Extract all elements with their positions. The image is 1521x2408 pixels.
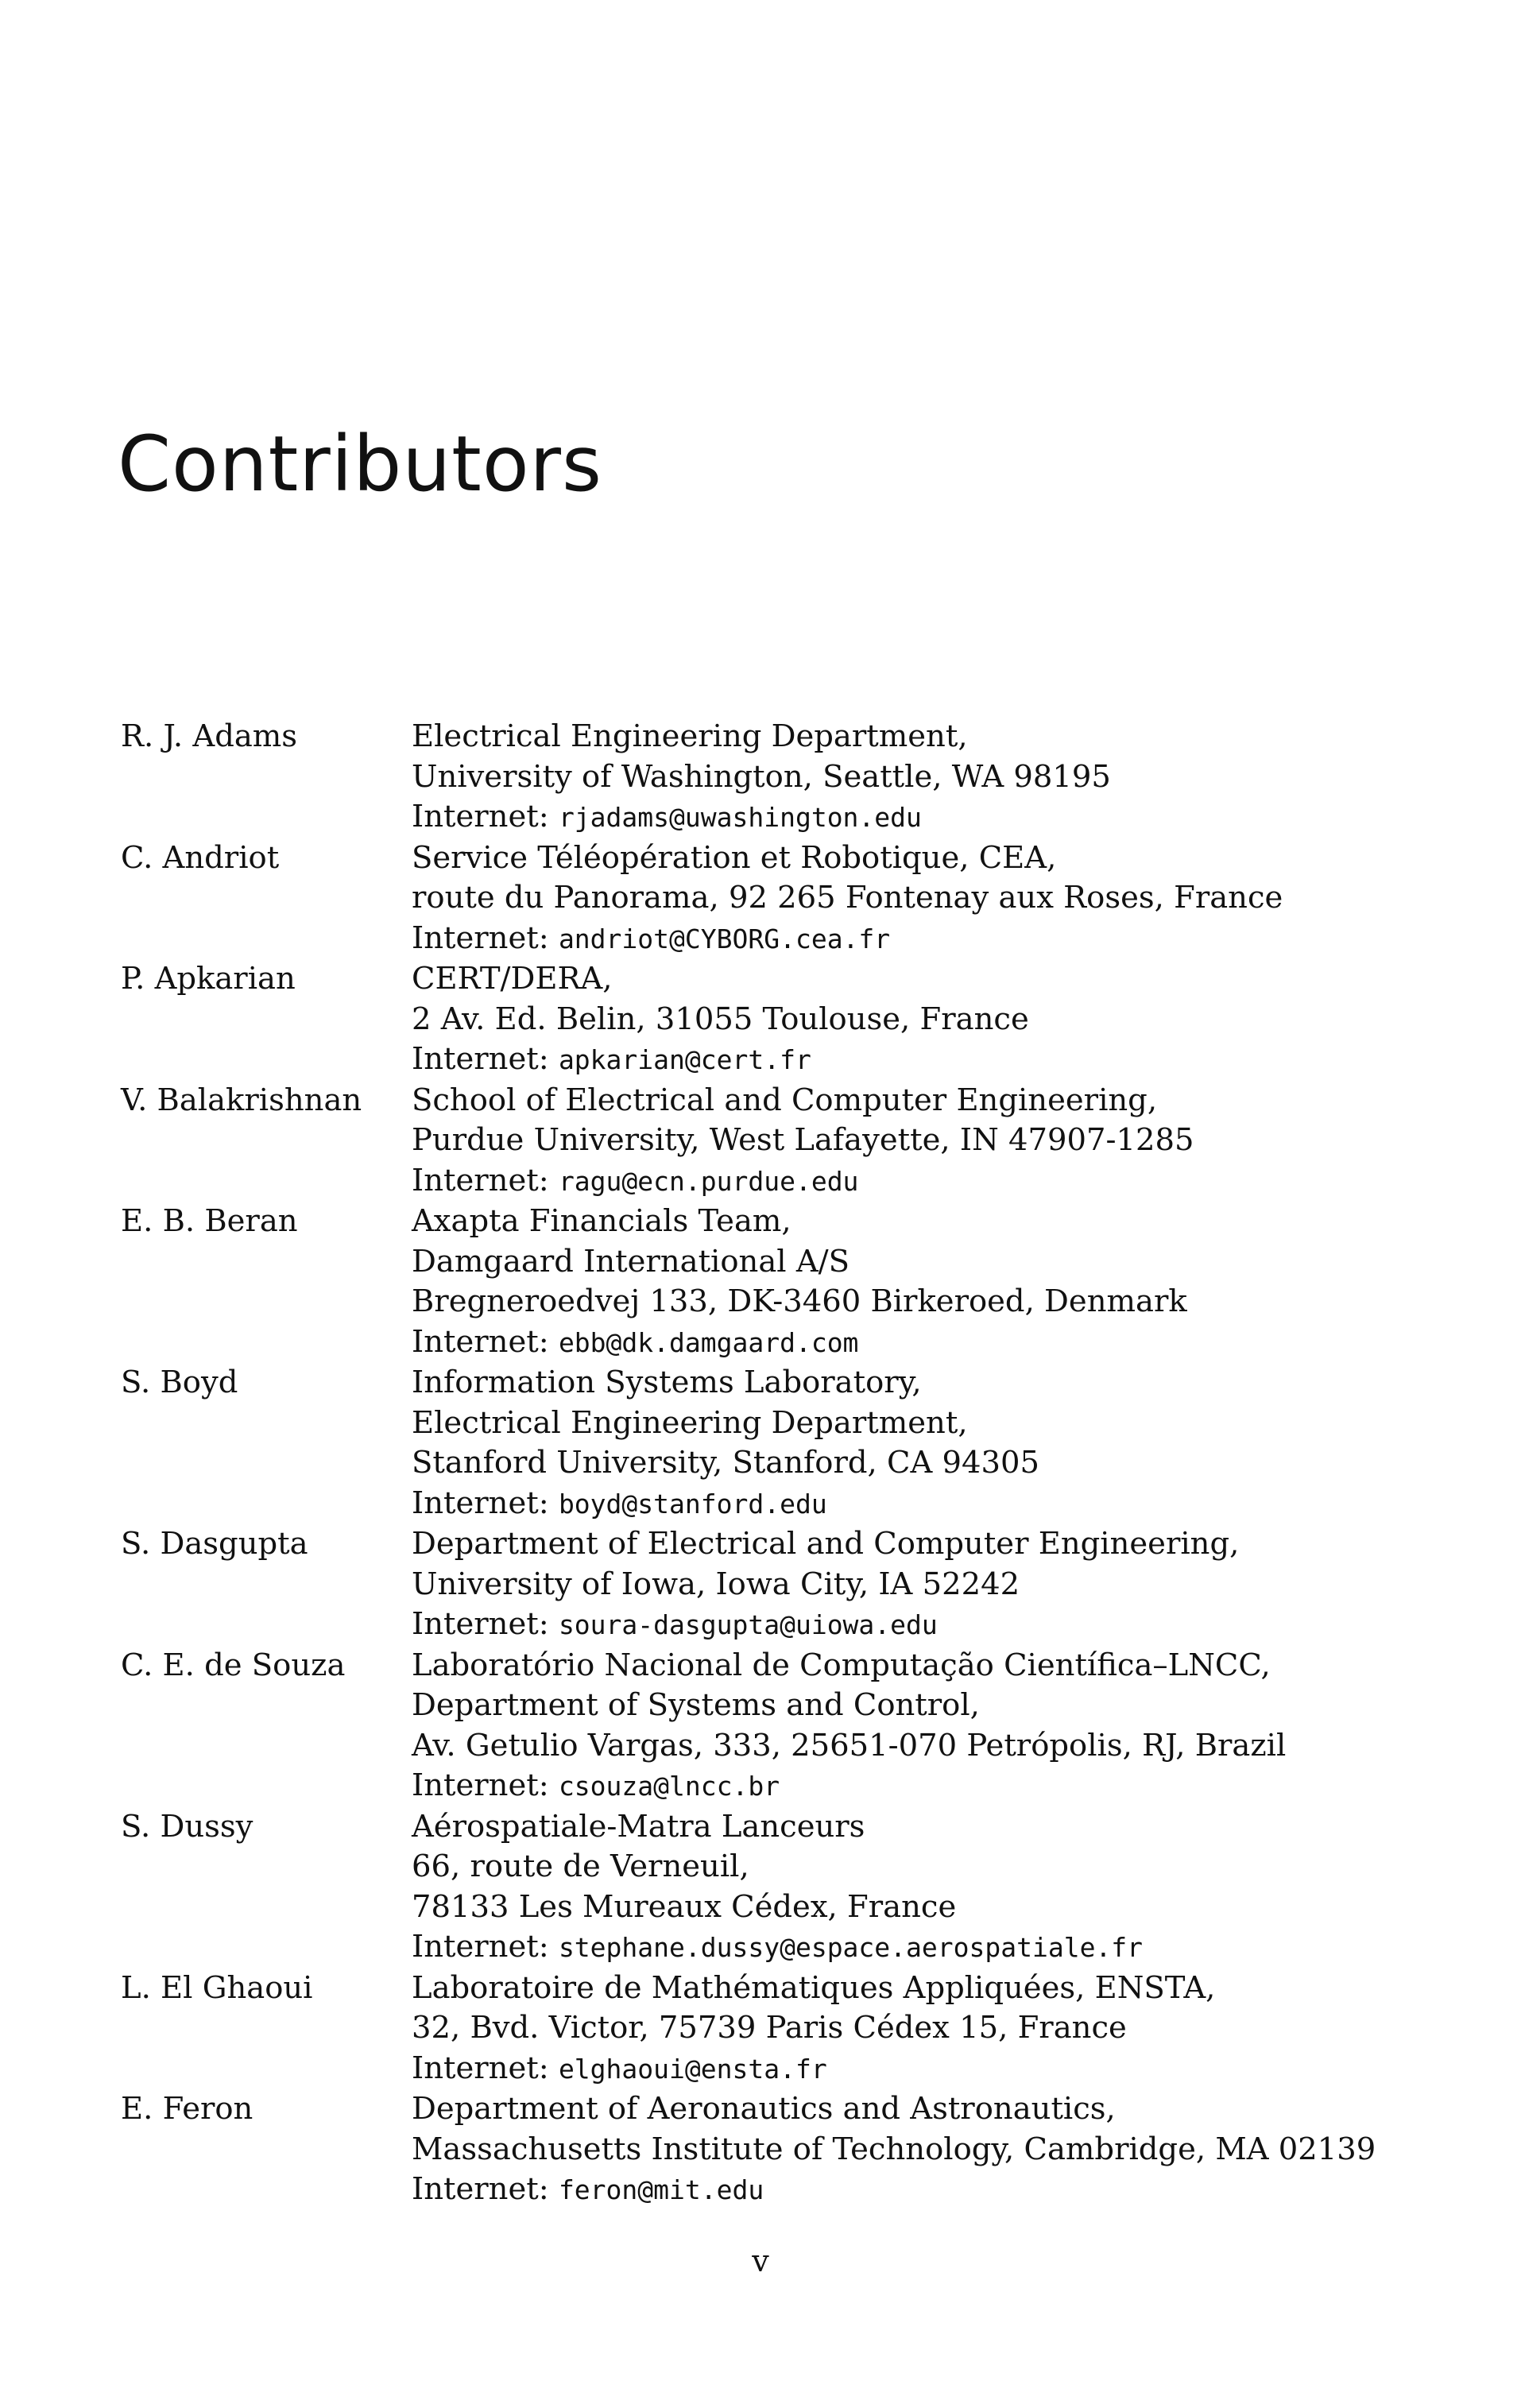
page-title: Contributors <box>118 420 603 509</box>
email-address: soura-dasgupta@uiowa.edu <box>558 1609 938 1640</box>
contributor-name: S. Dussy <box>121 1808 254 1845</box>
email-line <box>412 1927 1472 1969</box>
email-line <box>412 1039 1472 1081</box>
email-line <box>412 2049 1472 2090</box>
address-line: Department of Systems and Control, <box>412 1687 980 1723</box>
address-line: Electrical Engineering Department, <box>412 1404 968 1441</box>
contributor-entry <box>121 959 1472 1081</box>
email-address: boyd@stanford.edu <box>558 1488 827 1520</box>
email-line <box>412 1766 1472 1807</box>
contributor-entry <box>121 2089 1472 2211</box>
address-line: University of Iowa, Iowa City, IA 52242 <box>412 1566 1020 1602</box>
address-line: Information Systems Laboratory, <box>412 1365 922 1400</box>
email-label: Internet: <box>412 2050 549 2086</box>
email-address: ragu@ecn.purdue.edu <box>558 1165 859 1197</box>
contributor-affiliation <box>412 838 1472 960</box>
contributor-entry <box>121 1807 1472 1969</box>
contributor-name: S. Dasgupta <box>121 1526 308 1562</box>
email-address: elghaoui@ensta.fr <box>558 2053 827 2085</box>
email-line <box>412 919 1472 960</box>
contributor-name: P. Apkarian <box>121 961 296 997</box>
email-address: rjadams@uwashington.edu <box>558 802 922 833</box>
contributor-affiliation <box>412 1202 1472 1363</box>
contributor-affiliation <box>412 959 1472 1081</box>
email-label: Internet: <box>412 1041 549 1077</box>
address-line: Laboratório Nacional de Computação Científica–LNCC, <box>412 1647 1271 1683</box>
contributor-affiliation <box>412 2089 1472 2211</box>
address-line: Damgaard International A/S <box>412 1243 850 1279</box>
contributor-entry <box>121 1202 1472 1363</box>
contributor-entry <box>121 1081 1472 1202</box>
email-label: Internet: <box>412 2171 549 2207</box>
contributor-name: E. B. Beran <box>121 1203 298 1239</box>
contributor-affiliation <box>412 1807 1472 1969</box>
contributor-name: C. E. de Souza <box>121 1647 346 1683</box>
contributor-entry <box>121 1524 1472 1646</box>
email-address: ebb@dk.damgaard.com <box>558 1326 859 1358</box>
contributor-name: S. Boyd <box>121 1365 238 1400</box>
email-label: Internet: <box>412 1485 549 1521</box>
address-line: 2 Av. Ed. Belin, 31055 Toulouse, France <box>412 1001 1029 1037</box>
email-line <box>412 797 1472 838</box>
email-line <box>412 2170 1472 2211</box>
email-line <box>412 1161 1472 1202</box>
address-line: Laboratoire de Mathématiques Appliquées, ENSTA, <box>412 1969 1216 2006</box>
address-line: 32, Bvd. Victor, 75739 Paris Cédex 15, France <box>412 2010 1127 2046</box>
address-line: Aérospatiale-Matra Lanceurs <box>412 1808 865 1845</box>
contributor-entry <box>121 1969 1472 2090</box>
email-label: Internet: <box>412 1929 549 1965</box>
email-label: Internet: <box>412 799 549 834</box>
contributor-affiliation <box>412 1363 1472 1524</box>
address-line: School of Electrical and Computer Engineering, <box>412 1082 1158 1118</box>
address-line: Department of Aeronautics and Astronautics, <box>412 2091 1116 2127</box>
address-line: 78133 Les Mureaux Cédex, France <box>412 1888 957 1925</box>
address-line: route du Panorama, 92 265 Fontenay aux Roses, France <box>412 880 1283 916</box>
address-line: Axapta Financials Team, <box>412 1203 791 1239</box>
contributor-name: E. Feron <box>121 2091 254 2127</box>
contributor-entry <box>121 717 1472 838</box>
email-label: Internet: <box>412 919 549 956</box>
contributor-entry <box>121 838 1472 960</box>
address-line: CERT/DERA, <box>412 961 613 997</box>
contributor-affiliation <box>412 717 1472 838</box>
address-line: Massachusetts Institute of Technology, Cambridge, MA 02139 <box>412 2131 1376 2167</box>
contributor-name: L. El Ghaoui <box>121 1969 313 2006</box>
email-line <box>412 1322 1472 1364</box>
contributor-entry <box>121 1363 1472 1524</box>
email-address: csouza@lncc.br <box>558 1771 780 1802</box>
contributor-list <box>121 717 1472 2211</box>
address-line: Purdue University, West Lafayette, IN 47907-1285 <box>412 1122 1194 1158</box>
contributor-affiliation <box>412 1081 1472 1202</box>
email-label: Internet: <box>412 1162 549 1198</box>
contributor-name: R. J. Adams <box>121 718 298 754</box>
email-address: andriot@CYBORG.cea.fr <box>558 923 891 954</box>
page-number: v <box>752 2243 769 2278</box>
email-line <box>412 1605 1472 1646</box>
contributor-affiliation <box>412 1524 1472 1646</box>
contributor-affiliation <box>412 1969 1472 2090</box>
address-line: Av. Getulio Vargas, 333, 25651-070 Petrópolis, RJ, Brazil <box>412 1727 1287 1763</box>
email-address: apkarian@cert.fr <box>558 1044 811 1075</box>
address-line: Stanford University, Stanford, CA 94305 <box>412 1445 1039 1481</box>
email-label: Internet: <box>412 1767 549 1803</box>
address-line: Electrical Engineering Department, <box>412 718 968 754</box>
address-line: Department of Electrical and Computer Engineering, <box>412 1526 1240 1562</box>
address-line: 66, route de Verneuil, <box>412 1849 749 1884</box>
email-address: stephane.dussy@espace.aerospatiale.fr <box>558 1932 1144 1963</box>
contributor-name: C. Andriot <box>121 839 280 876</box>
address-line: Service Téléopération et Robotique, CEA, <box>412 839 1057 876</box>
email-label: Internet: <box>412 1606 549 1642</box>
address-line: Bregneroedvej 133, DK-3460 Birkeroed, Denmark <box>412 1283 1187 1319</box>
email-address: feron@mit.edu <box>558 2174 764 2205</box>
email-line <box>412 1484 1472 1525</box>
contributor-affiliation <box>412 1646 1472 1807</box>
email-label: Internet: <box>412 1323 549 1360</box>
contributor-entry <box>121 1646 1472 1807</box>
address-line: University of Washington, Seattle, WA 98195 <box>412 758 1111 795</box>
contributor-name: V. Balakrishnan <box>121 1082 362 1118</box>
